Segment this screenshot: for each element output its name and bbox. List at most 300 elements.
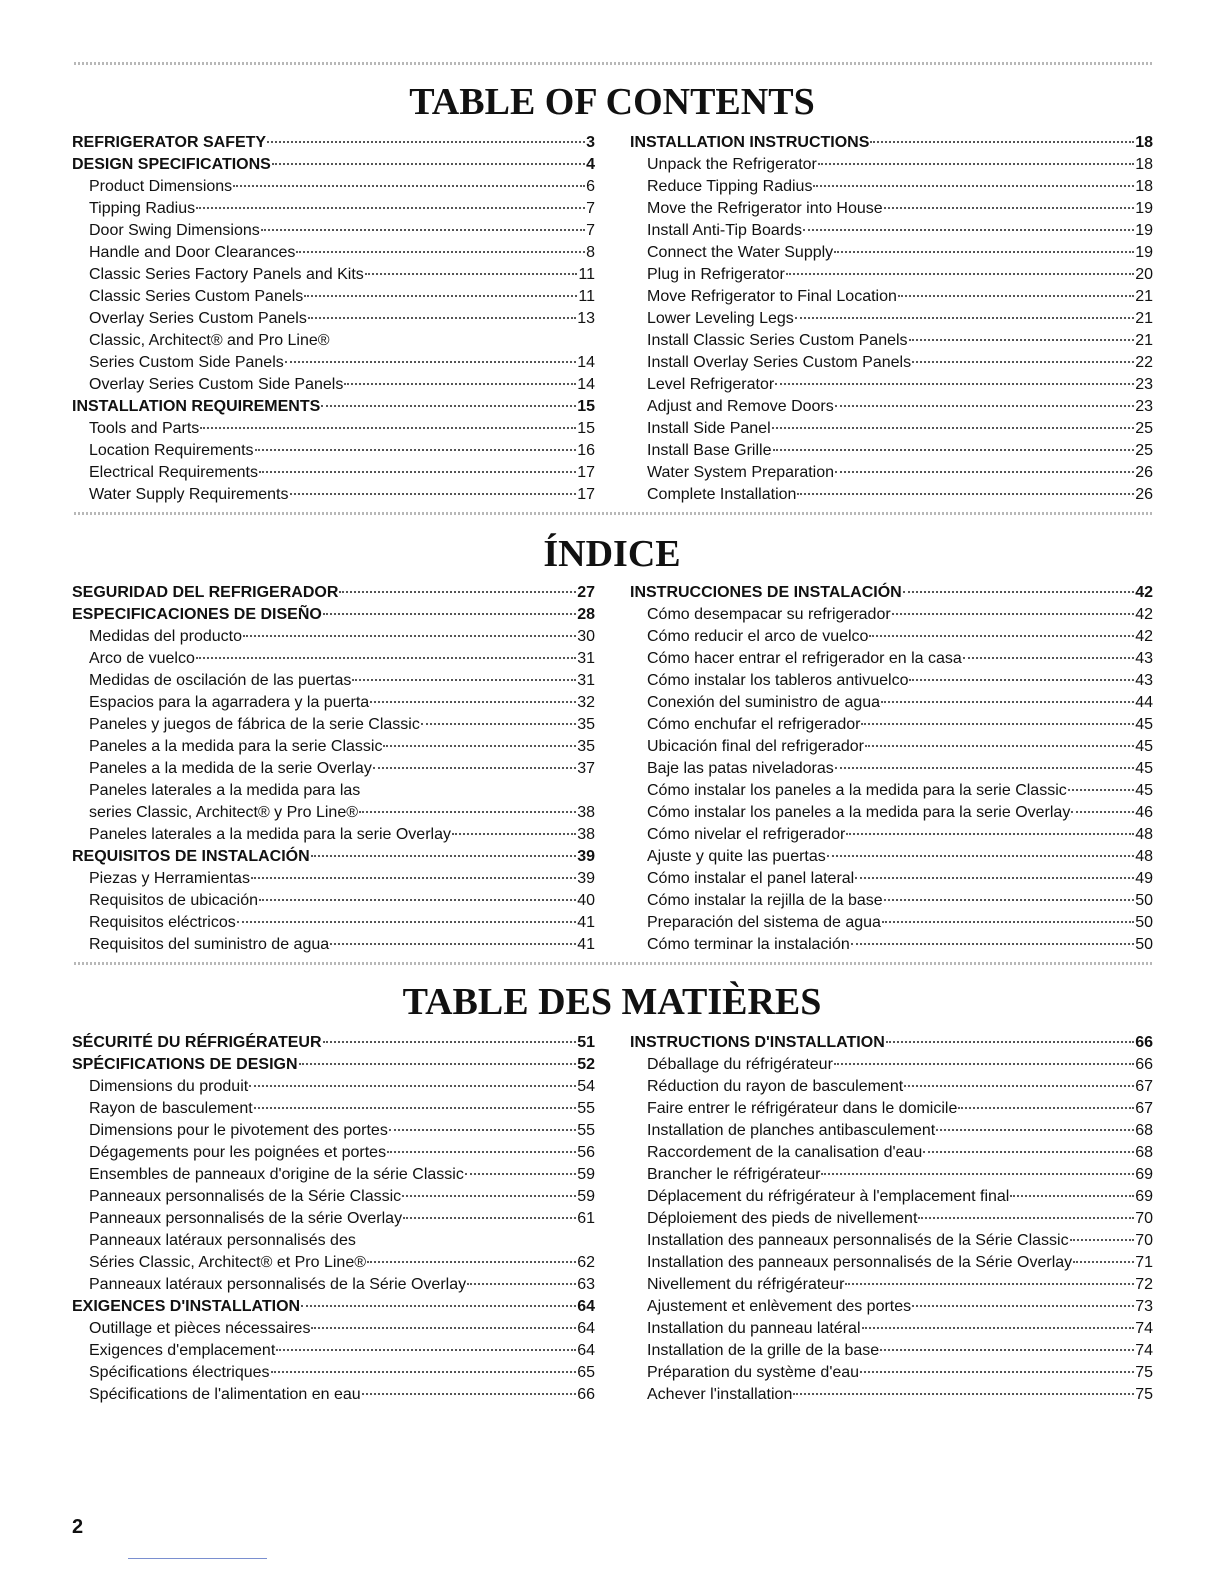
toc-page-number: 25 [1135,420,1153,437]
toc-entry-title: Water System Preparation [647,464,835,481]
toc-page-number: 38 [577,804,595,821]
toc-entry [72,352,595,374]
toc-entry-title: Classic, Architect® and Pro Line® [89,332,330,349]
toc-page-number: 38 [577,826,595,843]
dot-leader [786,273,1134,275]
toc-entry-title: Install Overlay Series Custom Panels [647,354,912,371]
toc-entry [630,780,1153,802]
dot-leader [884,899,1135,901]
toc-entry [72,1252,595,1274]
toc-heading-entry [72,1296,595,1318]
toc-page-number: 35 [577,738,595,755]
toc-entry [630,352,1153,374]
toc-entry-title: INSTRUCTIONS D'INSTALLATION [630,1034,885,1051]
toc-entry-title: Tipping Radius [89,200,196,217]
toc-entry-title: Paneles laterales a la medida para las [89,782,361,799]
french-toc-right-column [630,1032,1153,1406]
toc-entry-title: SPÉCIFICATIONS DE DESIGN [72,1056,298,1073]
toc-page-number: 15 [577,398,595,415]
toc-page-number: 74 [1135,1342,1153,1359]
toc-entry-title: Complete Installation [647,486,797,503]
toc-page-number: 17 [577,464,595,481]
toc-page-number: 23 [1135,376,1153,393]
toc-entry [630,868,1153,890]
toc-entry [630,1274,1153,1296]
toc-entry-title: INSTRUCCIONES DE INSTALACIÓN [630,584,902,601]
toc-entry-title: Préparation du système d'eau [647,1364,860,1381]
dot-leader [196,207,585,209]
dot-leader [321,405,576,407]
toc-entry [72,1120,595,1142]
toc-entry [72,868,595,890]
toc-entry-title: Cómo instalar el panel lateral [647,870,855,887]
toc-entry-title: Réduction du rayon de basculement [647,1078,904,1095]
toc-entry [72,1274,595,1296]
dot-leader [835,471,1134,473]
dot-leader [865,745,1134,747]
toc-page-number: 64 [577,1342,595,1359]
toc-entry [630,286,1153,308]
dot-leader [851,943,1134,945]
dot-leader [323,1041,577,1043]
toc-heading-entry [72,154,595,176]
dot-leader [1071,811,1134,813]
toc-entry-title: Baje las patas niveladoras [647,760,834,777]
toc-heading-entry [72,846,595,868]
toc-entry-title: Déploiement des pieds de nivellement [647,1210,918,1227]
toc-entry-title: Exigences d'emplacement [89,1342,276,1359]
toc-page-number: 48 [1135,826,1153,843]
toc-page-number: 55 [577,1100,595,1117]
toc-page-number: 31 [577,650,595,667]
dot-leader [860,1371,1134,1373]
spanish-toc-left-column [72,582,595,956]
toc-page-number: 3 [586,134,595,151]
toc-entry-title: Conexión del suministro de agua [647,694,881,711]
toc-heading-entry [72,132,595,154]
toc-entry [72,286,595,308]
dot-leader [359,811,576,813]
toc-entry [72,912,595,934]
toc-entry-title: Cómo nivelar el refrigerador [647,826,846,843]
toc-entry-title: Paneles a la medida de la serie Overlay [89,760,372,777]
toc-page-number: 45 [1135,716,1153,733]
toc-entry [630,604,1153,626]
toc-entry-title: INSTALLATION INSTRUCTIONS [630,134,870,151]
dot-leader [367,1261,576,1263]
toc-page-number: 74 [1135,1320,1153,1337]
toc-page-number: 28 [577,606,595,623]
dot-leader [1068,789,1134,791]
toc-heading-entry [630,1032,1153,1054]
toc-entry-title: Product Dimensions [89,178,233,195]
toc-entry [72,670,595,692]
toc-entry [630,1076,1153,1098]
toc-page-number: 48 [1135,848,1153,865]
toc-page-number: 35 [577,716,595,733]
toc-page-number: 20 [1135,266,1153,283]
toc-entry-title: Installation des panneaux personnalisés de la Série Overlay [647,1254,1073,1271]
dot-leader [267,141,585,143]
toc-page-number: 19 [1135,200,1153,217]
toc-page-number: 67 [1135,1078,1153,1095]
toc-page-number: 45 [1135,760,1153,777]
toc-entry [72,308,595,330]
toc-entry [630,462,1153,484]
toc-entry-title: Tools and Parts [89,420,200,437]
toc-entry-title: Requisitos del suministro de agua [89,936,330,953]
dot-leader [467,1283,576,1285]
toc-entry [72,1384,595,1406]
toc-entry-title: SEGURIDAD DEL REFRIGERADOR [72,584,339,601]
toc-entry-title: Install Base Grille [647,442,772,459]
toc-entry [630,1186,1153,1208]
toc-entry-title: Ensembles de panneaux d'origine de la série Classic [89,1166,464,1183]
toc-page-number: 71 [1135,1254,1153,1271]
dot-leader [855,877,1134,879]
toc-entry-title: Dimensions du produit [89,1078,249,1095]
dot-leader [237,921,576,923]
dot-leader [200,427,576,429]
toc-entry-title: Cómo desempacar su refrigerador [647,606,891,623]
dot-leader [261,229,585,231]
toc-page-number: 27 [577,584,595,601]
section-divider-1 [74,512,1154,515]
toc-entry [630,758,1153,780]
toc-entry [72,440,595,462]
toc-entry [72,780,595,802]
dot-leader [421,723,576,725]
toc-entry [630,1230,1153,1252]
toc-heading-entry [72,1054,595,1076]
toc-entry-title: DESIGN SPECIFICATIONS [72,156,271,173]
toc-page-number: 8 [586,244,595,261]
toc-page-number: 43 [1135,672,1153,689]
toc-entry [630,198,1153,220]
dot-leader [387,1151,576,1153]
dot-leader [827,855,1134,857]
dot-leader [339,591,576,593]
toc-entry [630,714,1153,736]
toc-entry-title: Séries Classic, Architect® et Pro Line® [89,1254,367,1271]
toc-entry [630,626,1153,648]
toc-entry-title: Classic Series Custom Panels [89,288,304,305]
dot-leader [834,251,1134,253]
dot-leader [352,679,576,681]
toc-entry-title: Plug in Refrigerator [647,266,785,283]
toc-entry [630,308,1153,330]
dot-leader [886,1041,1134,1043]
dot-leader [465,1173,576,1175]
toc-entry-title: Piezas y Herramientas [89,870,250,887]
toc-entry [72,1142,595,1164]
dot-leader [909,339,1135,341]
toc-page-number: 37 [577,760,595,777]
dot-leader [821,1173,1134,1175]
toc-heading-entry [72,604,595,626]
dot-leader [243,635,576,637]
dot-leader [254,1107,577,1109]
toc-page-number: 19 [1135,244,1153,261]
toc-heading-entry [630,582,1153,604]
toc-entry-title: Rayon de basculement [89,1100,253,1117]
dot-leader [880,1349,1134,1351]
english-toc-right-column [630,132,1153,506]
toc-page-number: 4 [586,156,595,173]
toc-page-number: 45 [1135,738,1153,755]
dot-leader [918,1217,1134,1219]
dot-leader [299,1063,577,1065]
page-number: 2 [72,1516,84,1538]
toc-entry [72,1230,595,1252]
toc-page-number: 18 [1135,134,1153,151]
toc-page-number: 50 [1135,914,1153,931]
dot-leader [402,1195,576,1197]
toc-entry-title: Installation de planches antibasculement [647,1122,936,1139]
toc-entry-title: Reduce Tipping Radius [647,178,813,195]
toc-page-number: 65 [577,1364,595,1381]
dot-leader [290,493,577,495]
toc-page-number: 52 [577,1056,595,1073]
toc-page-number: 68 [1135,1122,1153,1139]
dot-leader [196,657,576,659]
toc-entry-title: Install Side Panel [647,420,771,437]
toc-entry [630,1164,1153,1186]
toc-page-number: 30 [577,628,595,645]
toc-entry [630,1120,1153,1142]
toc-page-number: 15 [577,420,595,437]
dot-leader [869,635,1134,637]
toc-page-number: 46 [1135,804,1153,821]
toc-entry [630,1384,1153,1406]
dot-leader [818,163,1134,165]
toc-page-number: 40 [577,892,595,909]
dot-leader [251,877,576,879]
toc-entry [630,1098,1153,1120]
dot-leader [249,1085,576,1087]
toc-entry [630,242,1153,264]
dot-leader [936,1129,1134,1131]
toc-page-number: 55 [577,1122,595,1139]
toc-page-number: 22 [1135,354,1153,371]
dot-leader [370,701,576,703]
toc-entry [72,1340,595,1362]
toc-page-number: 64 [577,1320,595,1337]
toc-entry [72,1098,595,1120]
toc-entry [72,1186,595,1208]
dot-leader [963,657,1134,659]
toc-page-number: 72 [1135,1276,1153,1293]
dot-leader [330,943,576,945]
toc-entry-title: Adjust and Remove Doors [647,398,834,415]
toc-page-number: 42 [1135,628,1153,645]
toc-entry-title: Installation de la grille de la base [647,1342,880,1359]
toc-entry [630,890,1153,912]
toc-page-number: 26 [1135,464,1153,481]
dot-leader [835,405,1134,407]
dot-leader [1010,1195,1134,1197]
toc-entry-title: Déplacement du réfrigérateur à l'emplacement final [647,1188,1010,1205]
toc-entry [72,264,595,286]
section-divider-2 [74,962,1154,965]
toc-entry-title: Outillage et pièces nécessaires [89,1320,311,1337]
toc-page-number: 7 [586,200,595,217]
toc-entry-title: Cómo instalar los paneles a la medida para la serie Classic [647,782,1067,799]
dot-leader [861,723,1134,725]
toc-entry [72,934,595,956]
dot-leader [344,383,576,385]
toc-entry [72,374,595,396]
toc-page-number: 16 [577,442,595,459]
dot-leader [285,361,576,363]
toc-entry-title: Ubicación final del refrigerador [647,738,864,755]
toc-entry-title: Overlay Series Custom Side Panels [89,376,344,393]
dot-leader [912,1305,1134,1307]
toc-page-number: 50 [1135,936,1153,953]
toc-entry-title: Panneaux personnalisés de la Série Classic [89,1188,402,1205]
toc-entry-title: Cómo reducir el arco de vuelco [647,628,869,645]
toc-page-number: 66 [577,1386,595,1403]
toc-page-number: 68 [1135,1144,1153,1161]
toc-entry-title: Ajustement et enlèvement des portes [647,1298,912,1315]
toc-entry-title: Door Swing Dimensions [89,222,260,239]
toc-entry [72,242,595,264]
dot-leader [884,207,1135,209]
english-toc-left-column [72,132,595,506]
toc-entry [72,418,595,440]
toc-entry-title: Paneles laterales a la medida para la serie Overlay [89,826,451,843]
dot-leader [882,921,1134,923]
dot-leader [772,427,1135,429]
toc-entry-title: Install Classic Series Custom Panels [647,332,908,349]
toc-page-number: 66 [1135,1034,1153,1051]
toc-entry-title: Level Refrigerator [647,376,775,393]
toc-entry-title: Classic Series Factory Panels and Kits [89,266,364,283]
toc-entry-title: Water Supply Requirements [89,486,289,503]
toc-page-number: 32 [577,694,595,711]
toc-entry [72,1164,595,1186]
toc-entry [630,396,1153,418]
toc-page-number: 14 [577,376,595,393]
toc-entry [630,1340,1153,1362]
toc-entry [72,1318,595,1340]
toc-entry-title: Panneaux latéraux personnalisés de la Série Overlay [89,1276,467,1293]
toc-entry-title: EXIGENCES D'INSTALLATION [72,1298,301,1315]
toc-entry-title: Lower Leveling Legs [647,310,794,327]
toc-entry [630,670,1153,692]
toc-entry-title: Spécifications électriques [89,1364,270,1381]
toc-entry [72,758,595,780]
toc-entry [72,890,595,912]
toc-entry-title: Installation du panneau latéral [647,1320,861,1337]
toc-entry-title: Cómo hacer entrar el refrigerador en la casa [647,650,962,667]
toc-entry-title: Requisitos de ubicación [89,892,258,909]
toc-entry-title: series Classic, Architect® y Pro Line® [89,804,358,821]
toc-page-number: 23 [1135,398,1153,415]
dot-leader [870,141,1134,143]
dot-leader [296,251,585,253]
toc-entry [72,736,595,758]
toc-page-number: 13 [577,310,595,327]
toc-entry [630,846,1153,868]
toc-entry-title: Cómo terminar la instalación [647,936,850,953]
toc-entry-title: Raccordement de la canalisation d'eau [647,1144,923,1161]
dot-leader [389,1129,576,1131]
dot-leader [276,1349,576,1351]
dot-leader [898,295,1134,297]
dot-leader [881,701,1134,703]
dot-leader [323,613,576,615]
toc-page-number: 51 [577,1034,595,1051]
toc-page-number: 25 [1135,442,1153,459]
toc-page-number: 43 [1135,650,1153,667]
toc-page-number: 66 [1135,1056,1153,1073]
dot-leader [272,163,585,165]
dot-leader [259,899,576,901]
toc-page-number: 26 [1135,486,1153,503]
toc-page-number: 64 [577,1298,595,1315]
toc-entry-title: Overlay Series Custom Panels [89,310,307,327]
toc-page-number: 70 [1135,1232,1153,1249]
dot-leader [923,1151,1134,1153]
toc-entry-title: Paneles a la medida para la serie Classic [89,738,383,755]
dot-leader [909,679,1134,681]
toc-entry [630,176,1153,198]
french-toc-left-column [72,1032,595,1406]
toc-entry [630,418,1153,440]
toc-entry [630,692,1153,714]
toc-page-number: 21 [1135,332,1153,349]
toc-entry [72,198,595,220]
toc-entry [630,824,1153,846]
toc-entry-title: Cómo instalar la rejilla de la base [647,892,883,909]
toc-entry-title: Electrical Requirements [89,464,258,481]
toc-entry-title: Cómo enchufar el refrigerador [647,716,861,733]
toc-entry-title: Move the Refrigerator into House [647,200,883,217]
toc-entry-title: Location Requirements [89,442,254,459]
toc-entry [72,330,595,352]
toc-entry [72,714,595,736]
toc-page-number: 70 [1135,1210,1153,1227]
toc-entry [630,1054,1153,1076]
toc-entry-title: Unpack the Refrigerator [647,156,817,173]
toc-entry [630,220,1153,242]
toc-entry [72,1362,595,1384]
toc-entry-title: Handle and Door Clearances [89,244,296,261]
toc-entry-title: Ajuste y quite las puertas [647,848,826,865]
dot-leader [1070,1239,1135,1241]
toc-page-number: 18 [1135,178,1153,195]
toc-entry-title: Panneaux personnalisés de la série Overlay [89,1210,403,1227]
toc-entry [630,648,1153,670]
toc-entry [630,440,1153,462]
toc-heading-entry [72,582,595,604]
toc-entry-title: Déballage du réfrigérateur [647,1056,833,1073]
toc-entry-title: Cómo instalar los tableros antivuelco [647,672,909,689]
dot-leader [803,229,1134,231]
toc-entry [630,1296,1153,1318]
dot-leader [862,1327,1135,1329]
toc-page-number: 61 [577,1210,595,1227]
toc-page-number: 11 [578,266,595,283]
toc-entry [72,462,595,484]
dot-leader [304,295,577,297]
toc-heading-entry [72,1032,595,1054]
dot-leader [904,1085,1134,1087]
toc-entry-title: Connect the Water Supply [647,244,834,261]
dot-leader [452,833,576,835]
dot-leader [403,1217,576,1219]
